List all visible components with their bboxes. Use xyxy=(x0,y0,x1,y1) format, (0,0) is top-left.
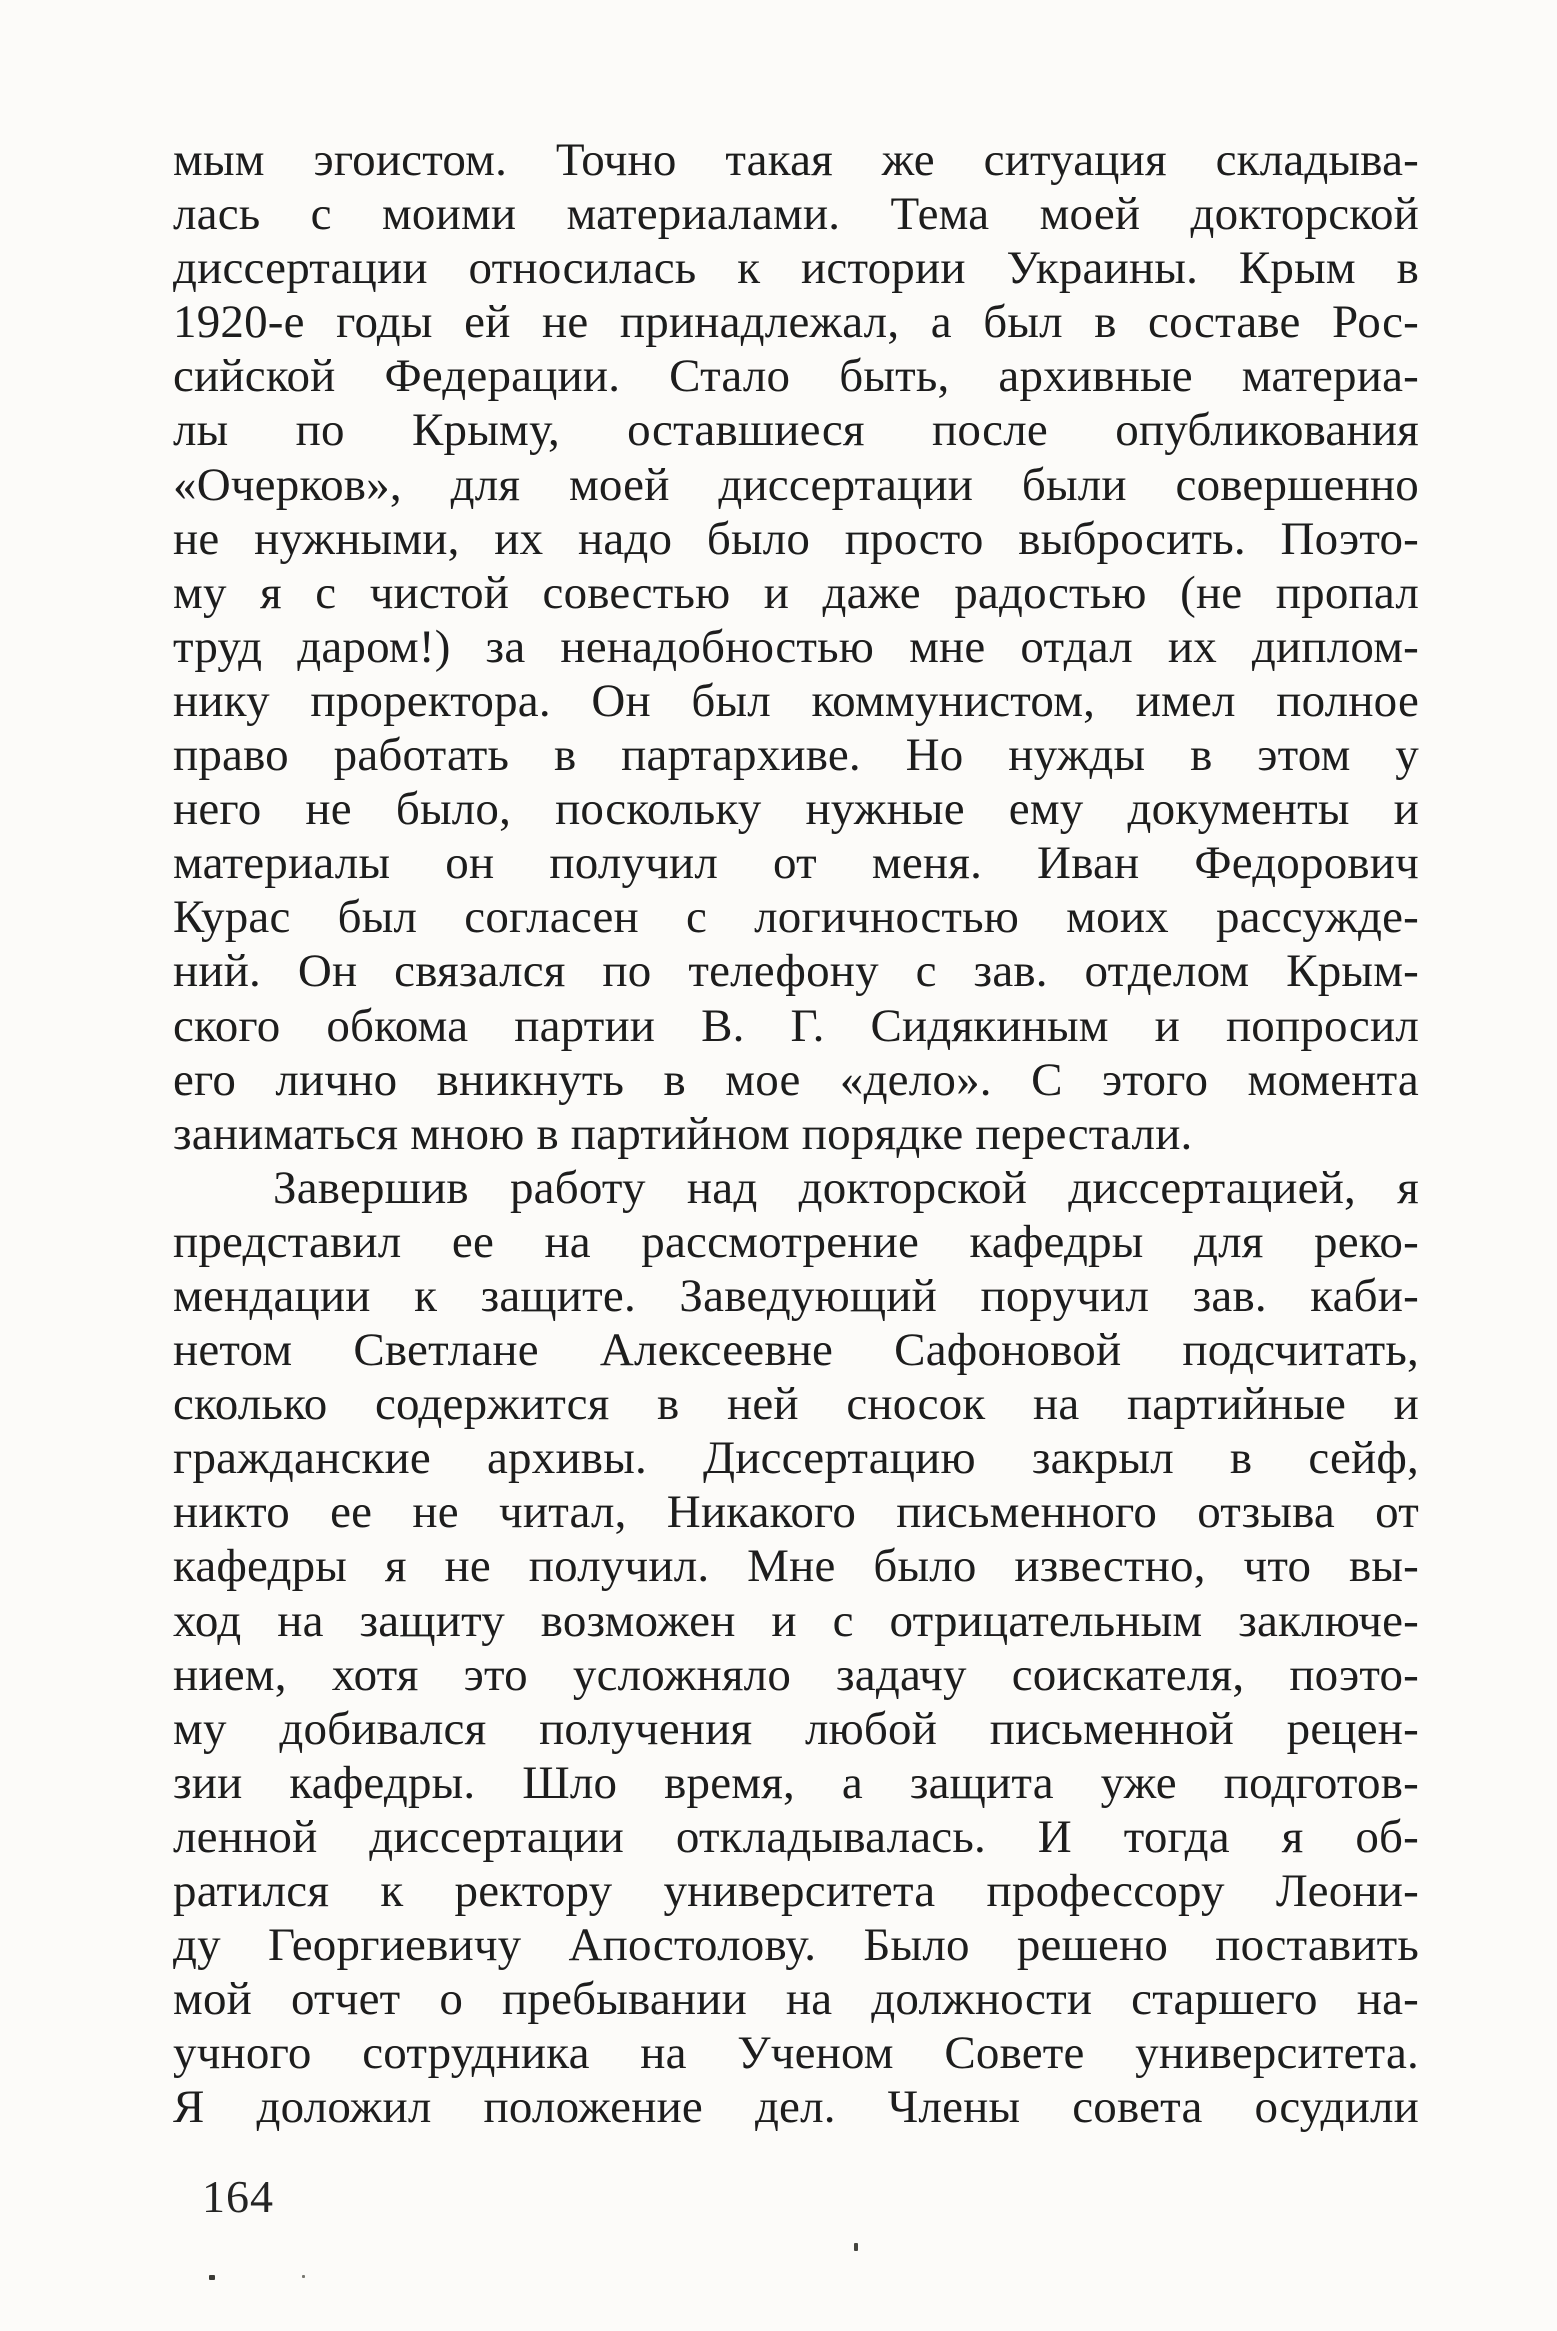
text-line: его лично вникнуть в мое «дело». С этого момента xyxy=(173,1053,1419,1106)
text-line: ского обкома партии В. Г. Сидякиным и попросил xyxy=(173,999,1419,1052)
scan-speck xyxy=(209,2275,215,2280)
text-line: гражданские архивы. Диссертацию закрыл в сейф, xyxy=(173,1432,1419,1485)
text-line: труд даром!) за ненадобностью мне отдал их диплом- xyxy=(173,620,1419,673)
text-line: нику проректора. Он был коммунистом, имел полное xyxy=(173,674,1419,727)
text-line: 1920-е годы ей не принадлежал, а был в составе Рос- xyxy=(173,296,1419,349)
text-line: ленной диссертации откладывалась. И тогда я об- xyxy=(173,1810,1419,1863)
page-text-block xyxy=(173,133,1419,2134)
page-number: 164 xyxy=(202,2171,274,2222)
text-line: Курас был согласен с логичностью моих рассужде- xyxy=(173,891,1419,944)
text-line: сколько содержится в ней сносок на партийные и xyxy=(173,1378,1419,1431)
text-line: диссертации относилась к истории Украины. Крым в xyxy=(173,242,1419,295)
text-line: представил ее на рассмотрение кафедры для реко- xyxy=(173,1215,1419,1268)
text-line: зии кафедры. Шло время, а защита уже подготов- xyxy=(173,1756,1419,1809)
text-line: ратился к ректору университета профессору Леони- xyxy=(173,1865,1419,1917)
text-line: не нужными, их надо было просто выбросить. Поэто- xyxy=(173,512,1419,565)
text-line: материалы он получил от меня. Иван Федорович xyxy=(173,837,1419,890)
text-line: му я с чистой совестью и даже радостью (не пропал xyxy=(173,566,1419,619)
text-line: никто ее не читал, Никакого письменного отзыва от xyxy=(173,1486,1419,1539)
text-line: сийской Федерации. Стало быть, архивные материа- xyxy=(173,350,1419,403)
text-line: него не было, поскольку нужные ему документы и xyxy=(173,783,1419,836)
text-line: Я доложил положение дел. Члены совета осудили xyxy=(173,2081,1419,2134)
scan-speck xyxy=(302,2275,305,2278)
text-line: мым эгоистом. Точно такая же ситуация складыва- xyxy=(173,134,1419,186)
text-line: ду Георгиевичу Апостолову. Было решено поставить xyxy=(173,1919,1419,1972)
scan-speck xyxy=(854,2243,858,2251)
text-line: право работать в партархиве. Но нужды в этом у xyxy=(173,729,1419,782)
text-line: «Очерков», для моей диссертации были совершенно xyxy=(173,458,1419,511)
text-line: мендации к защите. Заведующий поручил зав. каби- xyxy=(173,1269,1419,1322)
text-line: кафедры я не получил. Мне было известно, что вы- xyxy=(173,1540,1419,1593)
text-line: ход на защиту возможен и с отрицательным заключе- xyxy=(173,1594,1419,1647)
text-line: лась с моими материалами. Тема моей докторской xyxy=(173,188,1419,241)
text-line: нетом Светлане Алексеевне Сафоновой подсчитать, xyxy=(173,1324,1419,1377)
text-line: учного сотрудника на Ученом Совете университета. xyxy=(173,2027,1419,2080)
text-line-paragraph-end: заниматься мною в партийном порядке перестали. xyxy=(173,1107,1193,1160)
text-line: нием, хотя это усложняло задачу соискателя, поэто- xyxy=(173,1648,1419,1701)
text-line: лы по Крыму, оставшиеся после опубликования xyxy=(173,404,1419,457)
text-line: му добивался получения любой письменной рецен- xyxy=(173,1702,1419,1755)
text-line-paragraph-start: Завершив работу над докторской диссертацией, я xyxy=(273,1161,1419,1214)
text-line: мой отчет о пребывании на должности старшего на- xyxy=(173,1973,1419,2026)
text-line: ний. Он связался по телефону с зав. отделом Крым- xyxy=(173,945,1419,998)
